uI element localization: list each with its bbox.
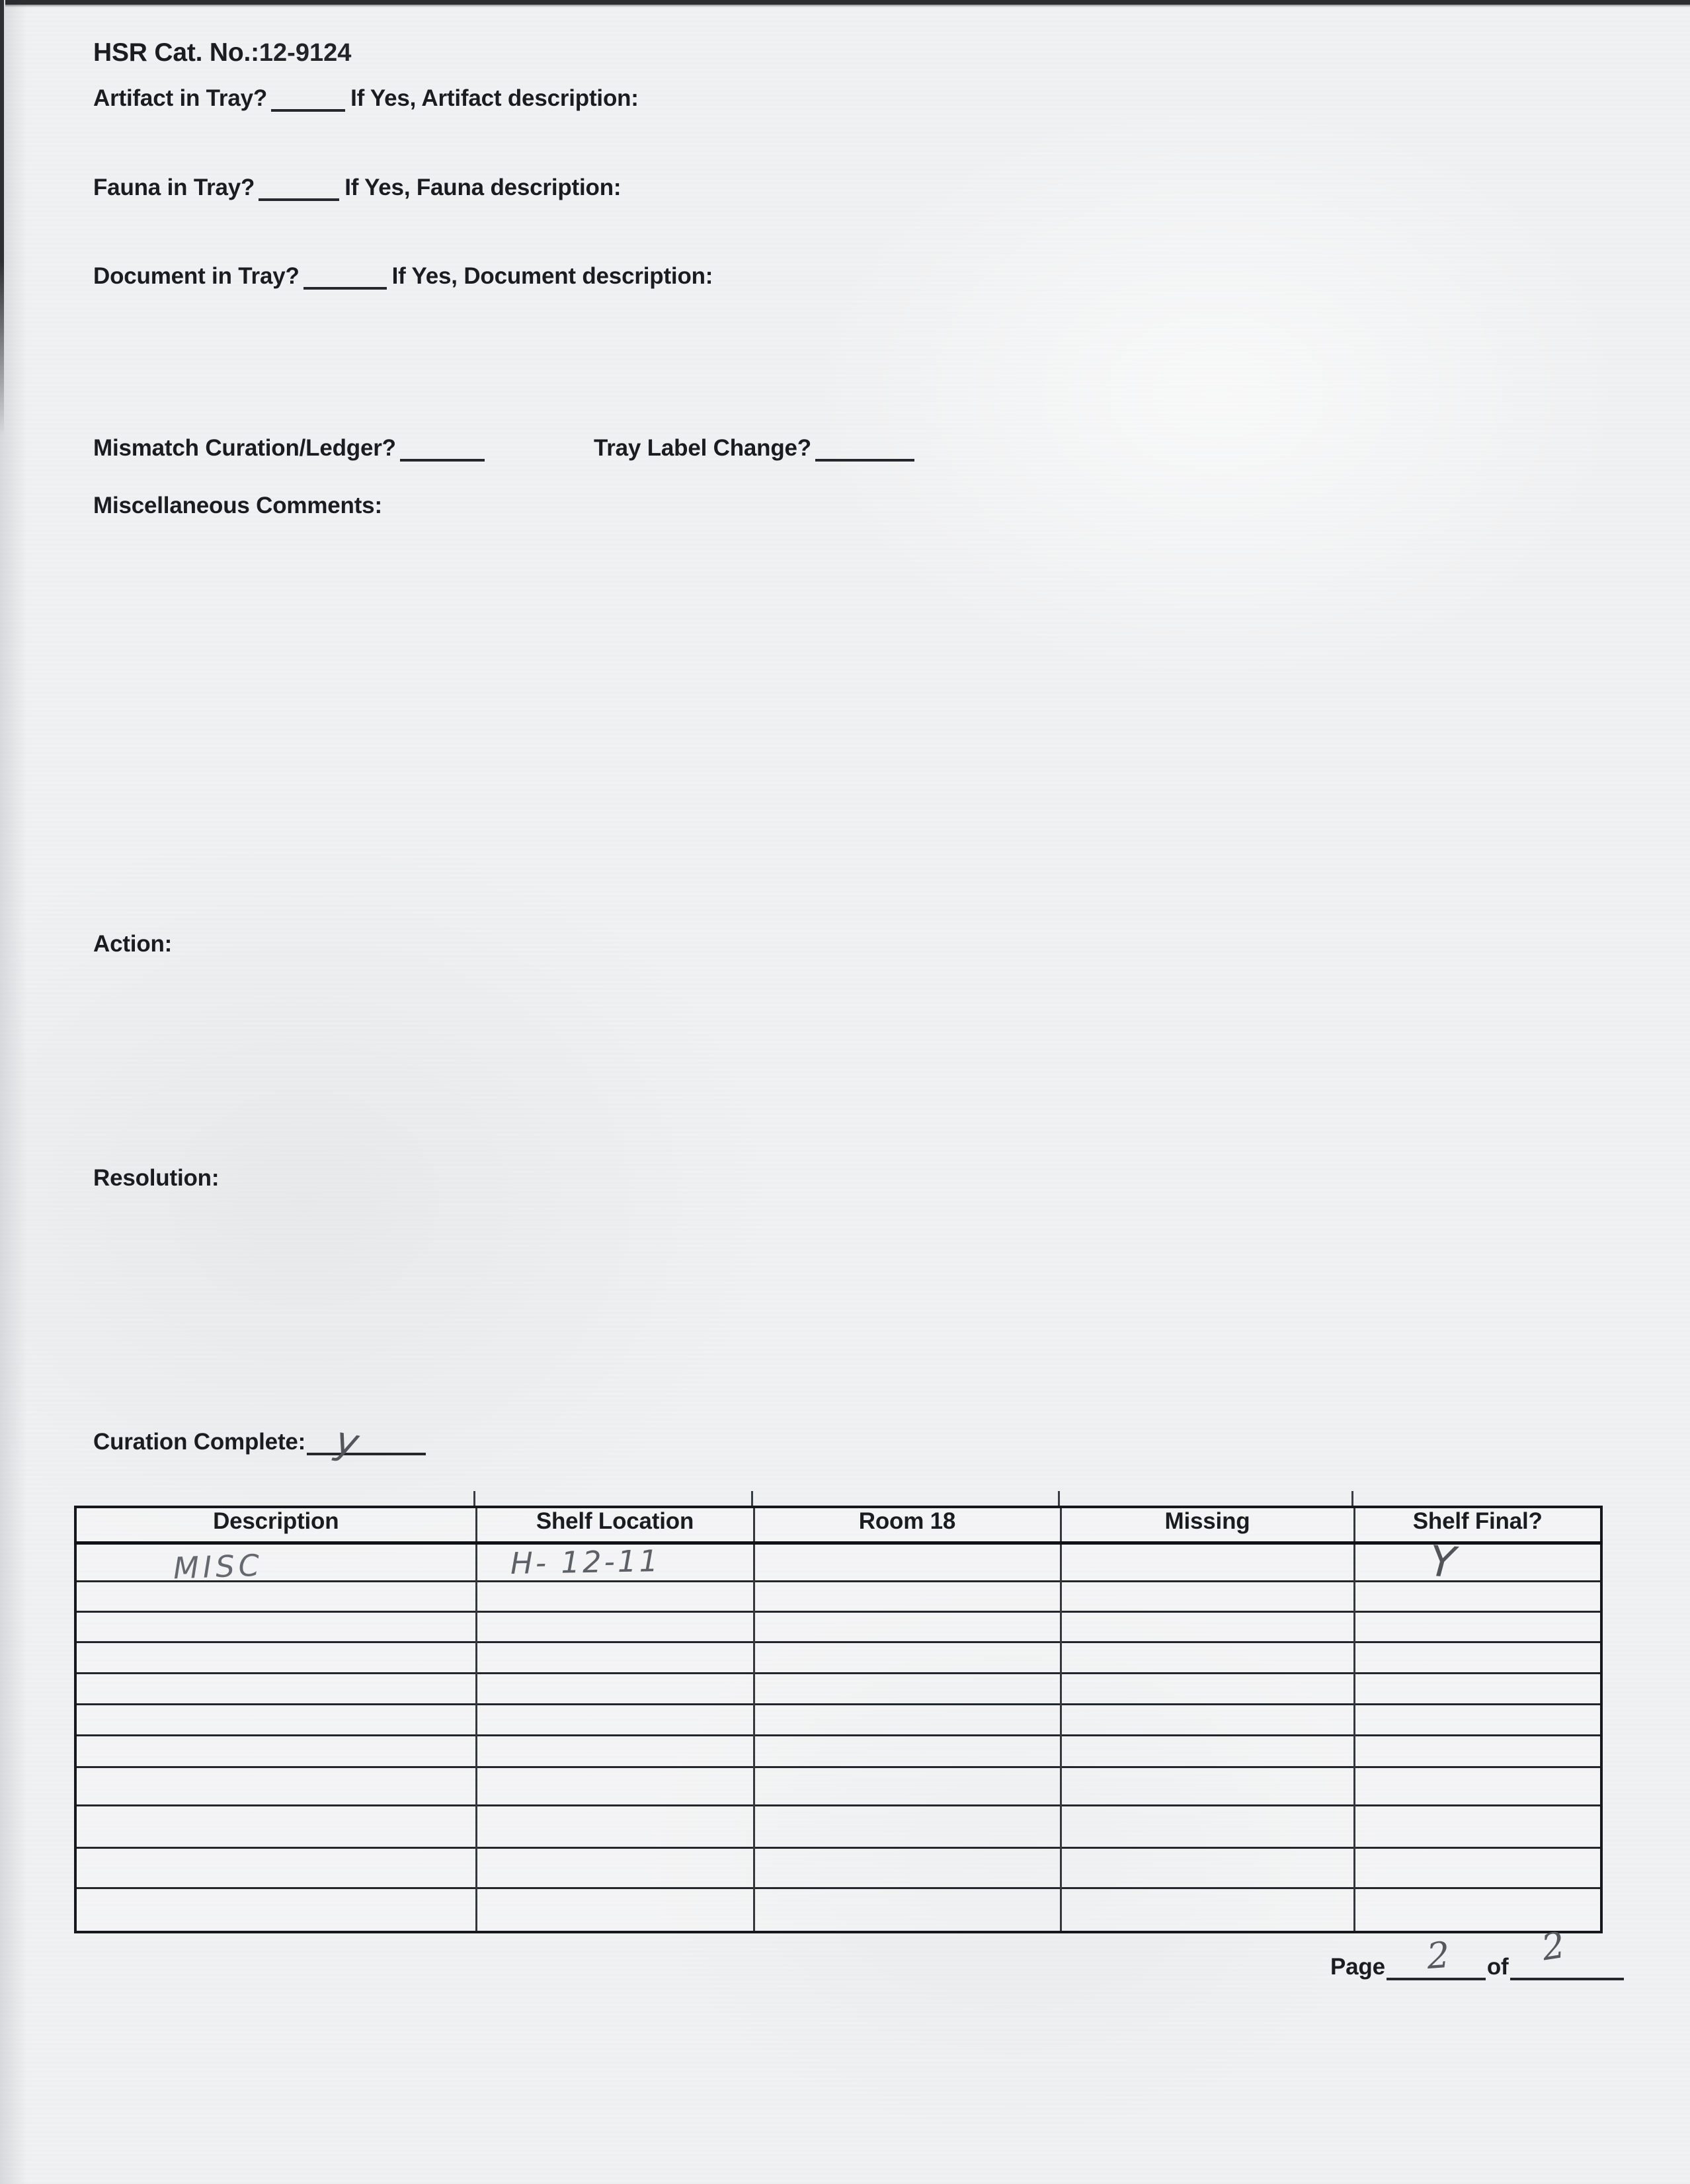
header-room-18: Room 18 <box>754 1507 1061 1543</box>
column-tick <box>751 1491 753 1506</box>
table-row <box>75 1674 1601 1705</box>
fauna-prompt: Fauna in Tray? <box>93 175 255 200</box>
table-cell <box>754 1888 1061 1932</box>
inventory-table <box>74 1506 1603 1933</box>
table-header-row <box>75 1507 1601 1543</box>
misc-comments-label: Miscellaneous Comments: <box>93 493 382 518</box>
table-cell <box>1061 1543 1354 1582</box>
table-cell <box>75 1642 476 1674</box>
table-row <box>75 1543 1601 1582</box>
table-cell <box>1354 1806 1601 1848</box>
table-cell <box>75 1888 476 1932</box>
table-cell <box>476 1736 754 1767</box>
table-cell <box>1061 1806 1354 1848</box>
scan-edge-left <box>0 0 4 436</box>
table-cell <box>754 1806 1061 1848</box>
table-cell <box>754 1767 1061 1806</box>
table-cell <box>476 1582 754 1612</box>
table-cell <box>1061 1642 1354 1674</box>
table-cell <box>75 1736 476 1767</box>
table-cell <box>754 1543 1061 1582</box>
catalog-line <box>93 38 351 67</box>
table-cell <box>754 1582 1061 1612</box>
table-cell <box>75 1848 476 1888</box>
table-row <box>75 1705 1601 1736</box>
table-cell <box>1061 1612 1354 1642</box>
scan-edge-top <box>5 0 1690 5</box>
table-cell <box>476 1888 754 1932</box>
table-row <box>75 1582 1601 1612</box>
artifact-prompt: Artifact in Tray? <box>93 85 268 111</box>
handwritten-page-number: 2 <box>1425 1933 1451 1978</box>
table-cell <box>75 1543 476 1582</box>
table-cell <box>476 1642 754 1674</box>
table-cell <box>1354 1848 1601 1888</box>
table-cell <box>75 1582 476 1612</box>
misc-comments-section <box>93 493 382 519</box>
mismatch-prompt: Mismatch Curation/Ledger? <box>93 435 396 461</box>
resolution-section <box>93 1165 219 1192</box>
table-cell <box>1354 1612 1601 1642</box>
table-cell <box>75 1767 476 1806</box>
table-cell <box>1354 1888 1601 1932</box>
catalog-number: 12-9124 <box>259 39 352 67</box>
table-cell <box>1354 1543 1601 1582</box>
table-cell <box>75 1612 476 1642</box>
fauna-answer-blank <box>259 179 339 201</box>
table-cell <box>1354 1582 1601 1612</box>
table-cell <box>754 1674 1061 1705</box>
table-cell <box>1354 1674 1601 1705</box>
header-shelf-location: Shelf Location <box>476 1507 754 1543</box>
table-row <box>75 1612 1601 1642</box>
document-answer-blank <box>303 267 387 290</box>
table-cell <box>754 1848 1061 1888</box>
resolution-label: Resolution: <box>93 1165 220 1191</box>
mismatch-question-line <box>93 433 490 462</box>
header-description: Description <box>75 1507 476 1543</box>
table-row <box>75 1806 1601 1848</box>
table-cell <box>1354 1642 1601 1674</box>
artifact-followup: If Yes, Artifact description: <box>350 85 639 111</box>
table-cell <box>476 1848 754 1888</box>
header-missing: Missing <box>1061 1507 1354 1543</box>
table-row <box>75 1642 1601 1674</box>
curation-complete-line <box>93 1427 431 1455</box>
page-footer <box>1330 1952 1629 1980</box>
fauna-followup: If Yes, Fauna description: <box>344 175 622 200</box>
table-cell <box>754 1705 1061 1736</box>
catalog-label: HSR Cat. No.: <box>93 38 259 67</box>
tray-label-change-prompt: Tray Label Change? <box>594 435 811 461</box>
header-shelf-final: Shelf Final? <box>1354 1507 1601 1543</box>
table-cell <box>1061 1767 1354 1806</box>
column-tick <box>1351 1491 1353 1506</box>
action-section <box>93 931 172 957</box>
handwritten-shelf-final: Y <box>1428 1537 1457 1588</box>
table-cell <box>1061 1888 1354 1932</box>
table-cell <box>476 1705 754 1736</box>
document-prompt: Document in Tray? <box>93 263 300 289</box>
table-cell <box>1061 1674 1354 1705</box>
handwritten-page-total: 2 <box>1539 1923 1568 1969</box>
column-tick <box>473 1491 475 1506</box>
table-cell <box>1354 1736 1601 1767</box>
table-row <box>75 1848 1601 1888</box>
table-cell <box>1061 1705 1354 1736</box>
tray-label-change-answer-blank <box>815 439 914 462</box>
mismatch-answer-blank <box>400 439 485 462</box>
of-label: of <box>1486 1954 1509 1980</box>
handwritten-shelf-location: H- 12-11 <box>510 1543 661 1581</box>
inventory-table-zone <box>74 1506 1600 1933</box>
table-cell <box>754 1612 1061 1642</box>
curation-complete-blank <box>307 1433 426 1455</box>
handwritten-description: MISC <box>173 1547 264 1586</box>
curation-complete-label: Curation Complete: <box>93 1429 306 1455</box>
table-cell <box>476 1806 754 1848</box>
artifact-answer-blank <box>271 89 345 112</box>
document-followup: If Yes, Document description: <box>391 263 713 289</box>
table-row <box>75 1736 1601 1767</box>
page-label: Page <box>1330 1954 1385 1980</box>
table-cell <box>476 1612 754 1642</box>
handwritten-curation-answer: y <box>332 1417 362 1466</box>
scan-edge-top-fade <box>5 5 1690 7</box>
table-cell <box>75 1705 476 1736</box>
table-cell <box>754 1736 1061 1767</box>
document-question-line <box>93 261 713 290</box>
table-cell <box>75 1806 476 1848</box>
table-body <box>75 1543 1601 1932</box>
action-label: Action: <box>93 931 173 957</box>
table-cell <box>1061 1848 1354 1888</box>
table-cell <box>1354 1705 1601 1736</box>
table-cell <box>476 1767 754 1806</box>
table-row <box>75 1888 1601 1932</box>
table-cell <box>1061 1736 1354 1767</box>
tray-label-change-line <box>594 433 920 462</box>
artifact-question-line <box>93 83 639 112</box>
fauna-question-line <box>93 173 621 201</box>
column-tick <box>1058 1491 1060 1506</box>
table-cell <box>1061 1582 1354 1612</box>
table-cell <box>476 1674 754 1705</box>
table-cell <box>754 1642 1061 1674</box>
table-cell <box>1354 1767 1601 1806</box>
table-cell <box>75 1674 476 1705</box>
table-row <box>75 1767 1601 1806</box>
